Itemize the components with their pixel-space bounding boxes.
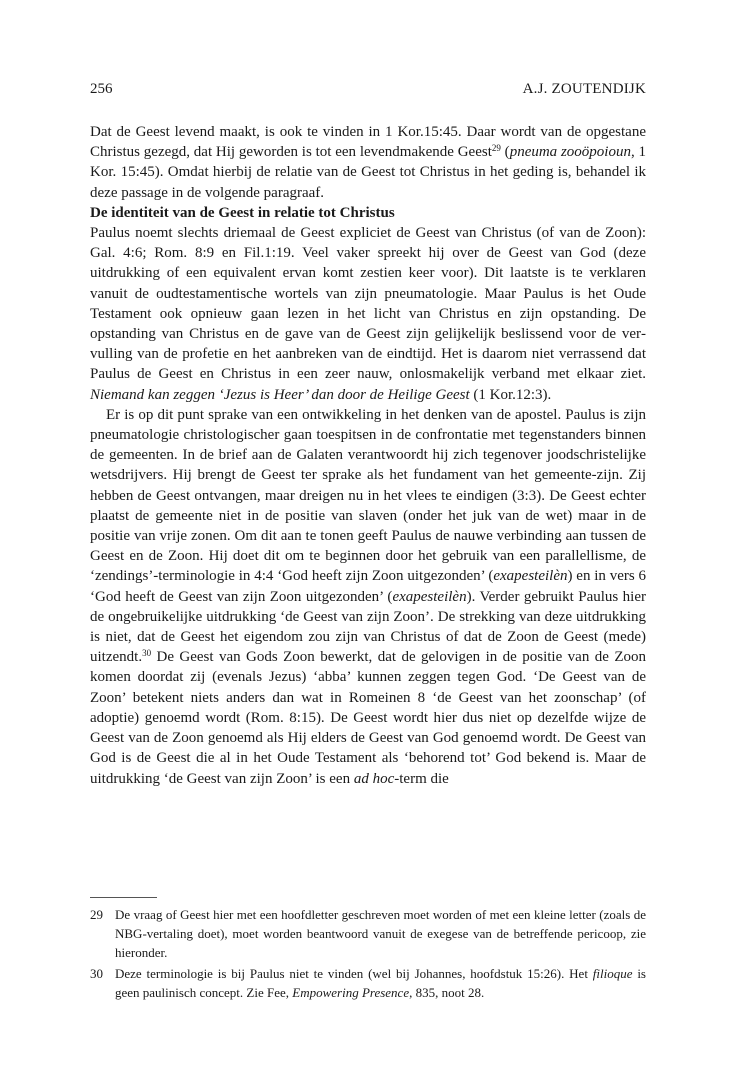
footnote-ref-29[interactable]: 29 [491, 143, 501, 154]
intro-paragraph: Dat de Geest levend maakt, is ook te vinden in 1 Kor.15:45. Daar wordt van de opgestane Christus gezegd, dat Hij geworden is tot een levendmakende Geest$^{29}$ (pneuma zooöpoioun, 1 Kor. 15:45). Omdat hierbij de relatie van de Geest tot Christus in het geding is, behandel ik deze passage in de volgende paragraaf. [90, 124, 647, 201]
section-heading: De identiteit van de Geest in relatie tot Christus [90, 204, 395, 221]
footnote-ref-30[interactable]: 30 [142, 648, 152, 659]
page-number: 256 [90, 81, 113, 97]
footnote-divider [90, 897, 157, 898]
footnote-29: 29 De vraag of Geest hier met een hoofdletter geschreven moet worden of met een kleine letter (zoals de NBG-vertaling doet), moet worden beantwoord vanuit de exegese van de betreffende pericoop, zie hieronder. [90, 907, 646, 960]
paragraph-2: Er is op dit punt sprake van een ontwikkeling in het denken van de apostel. Paulus is zijn pneumatologie christologischer gaan toespitsen in de confrontatie met tegenstanders binnen de gemeenten. In de brief aan de Galaten verantwoordt hij zich tegenover joodschristelijke wetsdrijvers. Hij brengt de Geest ter sprake als het fundament van het gemeente-zijn. Zij hebben de Geest ontvangen, maar dreigen nu in het vlees te eindigen (3:3). De Geest echter plaatst de gemeente niet in de positie van slaven (onder het juk van de wet) maar in de positie van vrije zonen. Om dit aan te tonen geeft Paulus de nauwe verbinding aan tussen de Geest en de Zoon. Hij doet dit om te beginnen door het gebruik van een parallellisme, de ‘zendings’-terminologie in 4:4 ‘God heeft zijn Zoon uitgezonden’ (exapesteilèn) en in vers 6 ‘God heeft de Geest van zijn Zoon uitgezonden’ (exapesteilèn). Verder gebruikt Paulus hier de ongebruikelijke uitdrukking ‘de Geest van zijn Zoon’. De strekking van deze uitdrukking is niet, dat de Geest het eigendom zou zijn van Christus of dat de Zoon de Geest (mede) uitzendt.$^{30}$ De Geest van Gods Zoon bewerkt, dat de gelovigen in de positie van de Zoon komen doordat zij (evenals Jezus) ‘abba’ kunnen zeggen tegen God. ‘De Geest van de Zoon’ betekent niets anders dan wat in Romeinen 8 ‘de Geest van het zoonschap’ (of adoptie) genoemd wordt (Rom. 8:15). De Geest wordt hier dus niet op dezelfde wijze de Geest van de Zoon genoemd als Hij elders de Geest van God genoemd wordt. De Geest van God is de Geest die al in het Oude Testament als ‘behorend tot’ God bekend is. Maar de uitdrukking ‘de Geest van zijn Zoon’ is een ad hoc-term die [90, 406, 646, 787]
footnote-number: 29 [90, 907, 103, 922]
footnote-30: 30 Deze terminologie is bij Paulus niet te vinden (wel bij Johannes, hoofdstuk 15:26). Het filioque is geen paulinisch concept. Zie Fee, Empowering Presence, 835, noot 28. [90, 966, 646, 1000]
paragraph-1: Paulus noemt slechts driemaal de Geest expliciet de Geest van Christus (of van de Zoon): Gal. 4:6; Rom. 8:9 en Fil.1:19. Veel vaker spreekt hij over de Geest van God (deze uitdrukking of een equivalent ervan komt zestien keer voor). Dit laatste is te verklaren vanuit de oudtestamentische wortels van zijn pneumatologie. Maar Paulus is het Oude Testament ook opnieuw gaan lezen in het licht van Christus en zijn opstanding. De opstanding van Christus en de gave van de Geest zijn gelijkelijk beslissend voor de vervulling van de profetie en het aanbreken van de eindtijd. Het is daarom niet verrassend dat Paulus de Geest en Christus in een zeer nauw, onlosmakelijk verband met elkaar ziet. Niemand kan zeggen ‘Jezus is Heer’ dan door de Heilige Geest (1 Kor.12:3). [90, 225, 646, 403]
body-text [90, 122, 646, 789]
running-head-author: A.J. ZOUTENDIJK [522, 81, 646, 97]
footnote-number: 30 [90, 966, 103, 981]
footnotes [90, 905, 646, 1004]
